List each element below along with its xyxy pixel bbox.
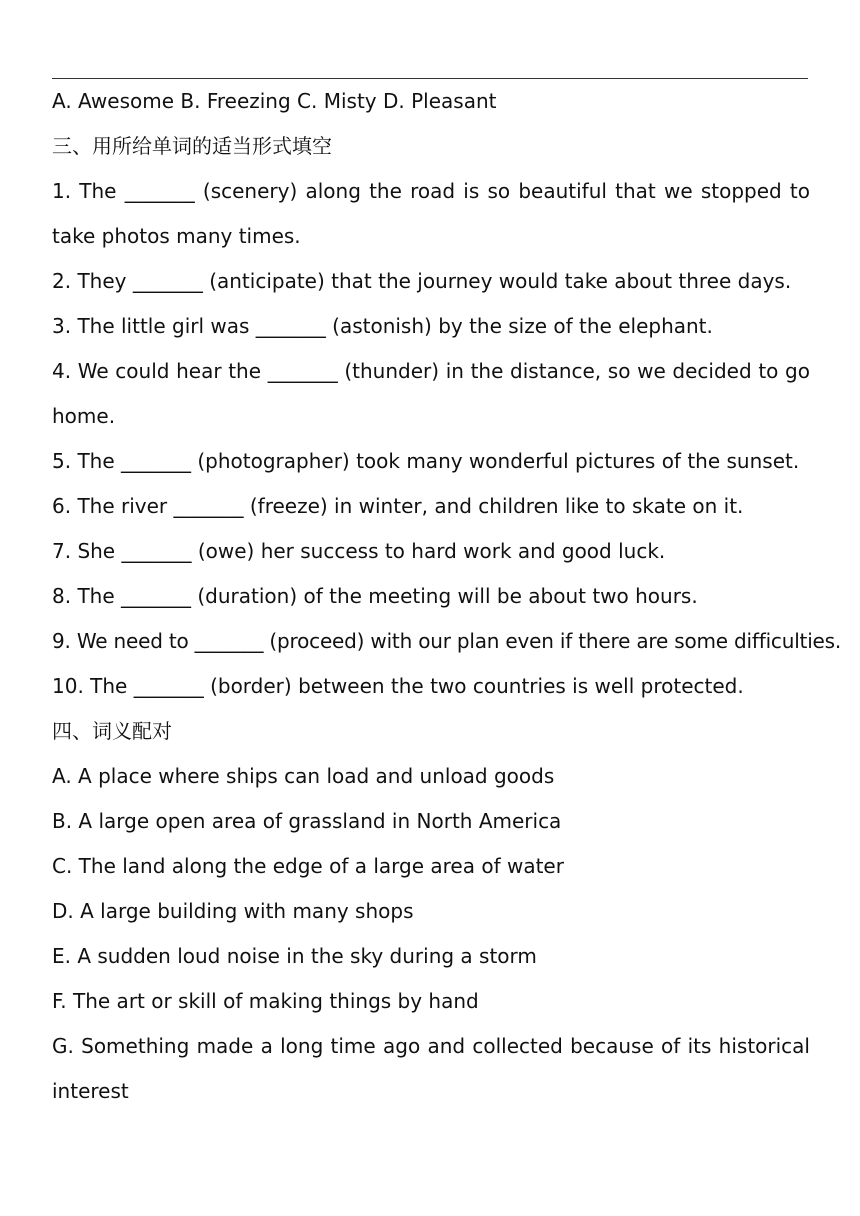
options-line: A. Awesome B. Freezing C. Misty D. Pleasant <box>52 89 497 113</box>
definition-item-e: E. A sudden loud noise in the sky during a storm <box>52 944 537 968</box>
definition-item-b: B. A large open area of grassland in North America <box>52 809 562 833</box>
fill-blank-item-4: 4. We could hear the _______ (thunder) in the distance, so we decided to go home. <box>52 359 810 428</box>
fill-blank-item-5: 5. The _______ (photographer) took many wonderful pictures of the sunset. <box>52 449 800 473</box>
definition-item-g: G. Something made a long time ago and collected because of its historical interest <box>52 1034 810 1103</box>
fill-blank-item-7: 7. She _______ (owe) her success to hard work and good luck. <box>52 539 666 563</box>
fill-blank-item-6: 6. The river _______ (freeze) in winter, and children like to skate on it. <box>52 494 744 518</box>
definition-item-c: C. The land along the edge of a large area of water <box>52 854 564 878</box>
definition-item-a: A. A place where ships can load and unload goods <box>52 764 555 788</box>
section-3-title: 三、用所给单词的适当形式填空 <box>52 134 332 158</box>
fill-blank-item-10: 10. The _______ (border) between the two countries is well protected. <box>52 674 744 698</box>
definition-item-f: F. The art or skill of making things by hand <box>52 989 479 1013</box>
document-content <box>52 79 842 1114</box>
fill-blank-item-2: 2. They _______ (anticipate) that the journey would take about three days. <box>52 269 792 293</box>
fill-blank-item-8: 8. The _______ (duration) of the meeting will be about two hours. <box>52 584 698 608</box>
fill-blank-item-1: 1. The _______ (scenery) along the road is so beautiful that we stopped to take photos many times. <box>52 179 810 248</box>
fill-blank-item-3: 3. The little girl was _______ (astonish) by the size of the elephant. <box>52 314 713 338</box>
fill-blank-item-9: 9. We need to _______ (proceed) with our plan even if there are some difficulties. <box>52 629 842 653</box>
definition-item-d: D. A large building with many shops <box>52 899 414 923</box>
section-4-title: 四、词义配对 <box>52 719 172 743</box>
